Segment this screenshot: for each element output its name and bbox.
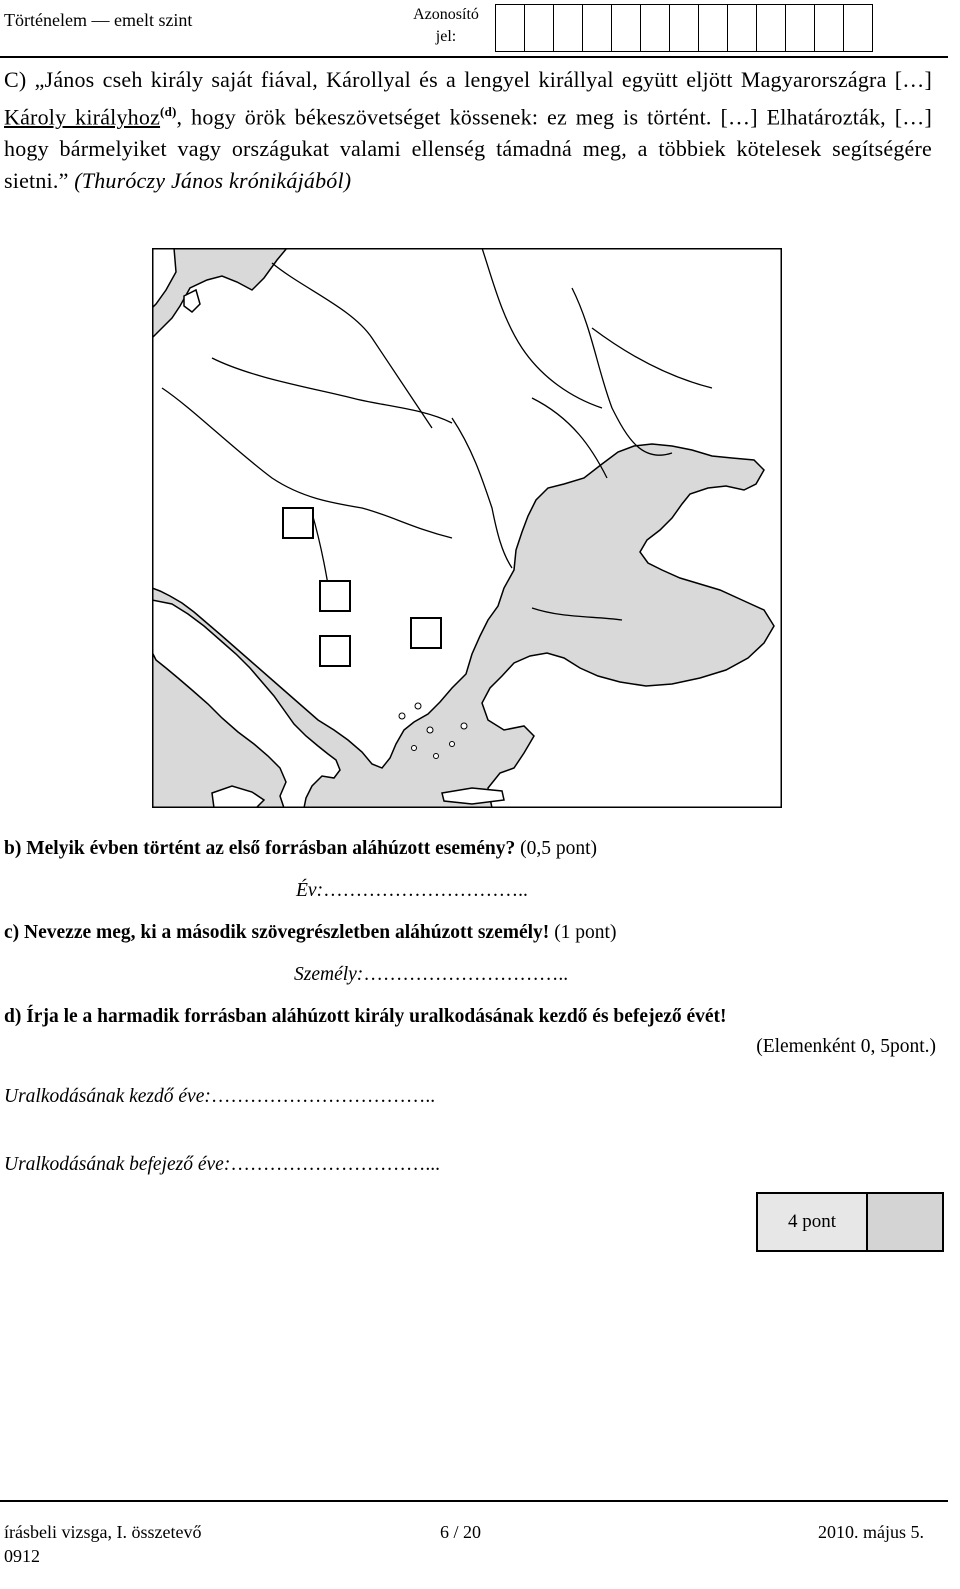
id-box[interactable] <box>785 4 815 52</box>
answer-d-start[interactable] <box>4 1086 435 1108</box>
id-box[interactable] <box>553 4 583 52</box>
score-box <box>756 1192 944 1252</box>
answer-c-label: Személy: <box>294 964 364 985</box>
source-text <box>4 64 932 197</box>
id-box[interactable] <box>669 4 699 52</box>
question-b <box>4 838 597 860</box>
map <box>152 248 782 808</box>
answer-b[interactable] <box>296 880 528 902</box>
question-c-points: (1 pont) <box>549 922 617 943</box>
header-title: Történelem — emelt szint <box>4 10 193 30</box>
answer-d-start-dots: …………………………….. <box>210 1086 436 1107</box>
source-rest: , hogy örök békeszövetséget kössenek: ez meg is történt. […] Elhatározták, […] hogy bármelyiket vagy országukat valami ellenség támadná meg, a többiek kötelesek segítségére sietni.” <box>4 104 932 194</box>
question-c <box>4 922 616 944</box>
id-boxes[interactable] <box>496 4 873 52</box>
answer-d-end[interactable] <box>4 1154 440 1176</box>
id-box[interactable] <box>582 4 612 52</box>
question-d-points: (Elemenként 0, 5pont.) <box>756 1036 936 1057</box>
source-underlined: Károly királyhoz <box>4 104 161 130</box>
answer-b-label: Év: <box>296 880 324 901</box>
id-box[interactable] <box>640 4 670 52</box>
score-label: 4 pont <box>758 1194 868 1250</box>
id-box[interactable] <box>756 4 786 52</box>
source-citation: (Thuróczy János krónikájából) <box>74 168 352 194</box>
id-box[interactable] <box>698 4 728 52</box>
footer-date: 2010. május 5. <box>818 1522 924 1542</box>
id-box[interactable] <box>814 4 844 52</box>
header-rule <box>0 56 948 58</box>
answer-d-start-label: Uralkodásának kezdő éve: <box>4 1086 211 1107</box>
question-d <box>4 1006 944 1028</box>
map-box-1 <box>283 508 313 538</box>
id-label: Azonosító jel: <box>413 6 479 45</box>
answer-d-end-dots: …………………………... <box>230 1154 440 1175</box>
question-b-text: b) Melyik évben történt az első forrásban aláhúzott esemény? <box>4 838 516 859</box>
question-c-text: c) Nevezze meg, ki a második szövegrészletben aláhúzott személy! <box>4 922 550 943</box>
map-box-3 <box>320 636 350 666</box>
source-prefix: C) „János cseh király saját fiával, Károllyal és a lengyel királlyal együtt eljött Magyarországra […] <box>4 67 932 92</box>
id-box[interactable] <box>524 4 554 52</box>
id-box[interactable] <box>495 4 525 52</box>
answer-b-dots: ………………………….. <box>323 880 528 901</box>
id-box[interactable] <box>611 4 641 52</box>
question-d-text: d) Írja le a harmadik forrásban aláhúzott király uralkodásának kezdő és befejező évét! <box>4 1006 727 1027</box>
map-box-4 <box>411 618 441 648</box>
id-box[interactable] <box>727 4 757 52</box>
footer-rule <box>0 1500 948 1502</box>
answer-c[interactable] <box>294 964 568 986</box>
source-superscript: (d) <box>160 104 177 119</box>
map-box-2 <box>320 581 350 611</box>
answer-c-dots: ………………………….. <box>363 964 569 985</box>
footer-left: írásbeli vizsga, I. összetevő <box>4 1522 202 1542</box>
question-b-points: (0,5 pont) <box>515 838 598 859</box>
footer-code: 0912 <box>4 1546 40 1566</box>
id-box[interactable] <box>843 4 873 52</box>
footer-page: 6 / 20 <box>440 1522 482 1542</box>
score-cell[interactable] <box>868 1194 942 1250</box>
answer-d-end-label: Uralkodásának befejező éve: <box>4 1154 231 1175</box>
